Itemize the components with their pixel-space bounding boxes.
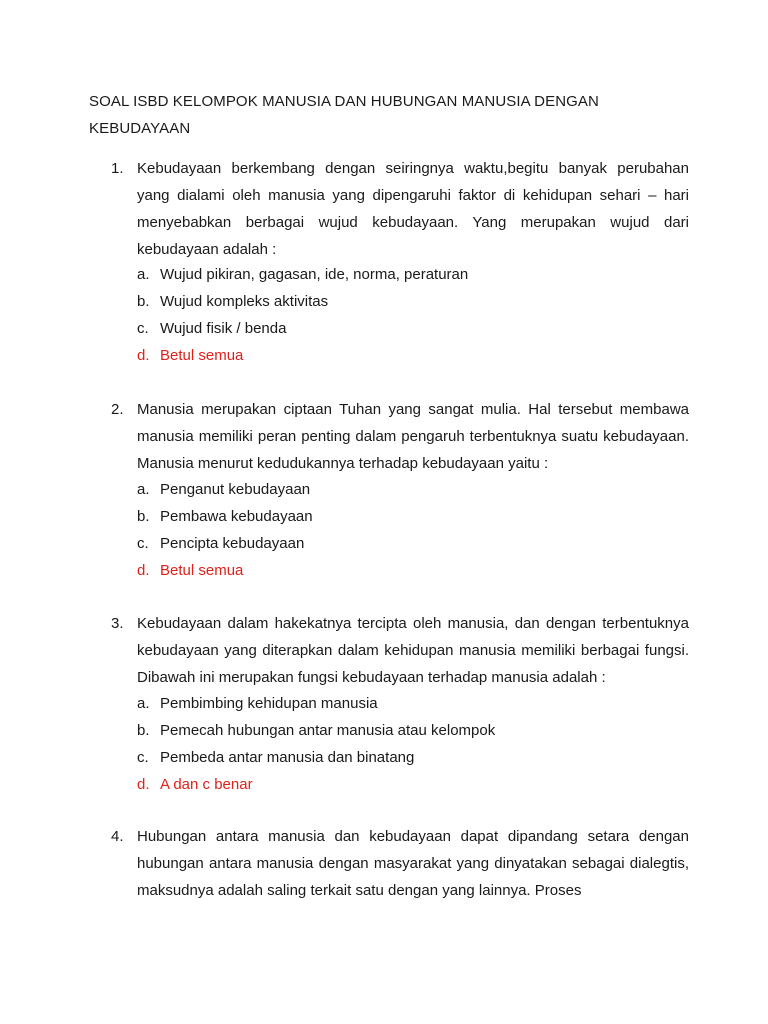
question-4: [111, 823, 689, 913]
question-text: Kebudayaan dalam hakekatnya tercipta oleh manusia, dan dengan terbentuknya kebudayaan yang diterapkan dalam kehidupan manusia memiliki berbagai fungsi. Dibawah ini merupakan fungsi kebudayaan terhadap manusia adalah :: [137, 615, 689, 686]
option-letter: c.: [137, 320, 149, 337]
question-3: [111, 610, 689, 810]
option-letter: d.: [137, 347, 150, 364]
option-text: Pembimbing kehidupan manusia: [160, 695, 378, 712]
option-c: [137, 315, 286, 342]
question-2: [111, 396, 689, 596]
question-number: 1.: [111, 160, 124, 177]
option-text: Betul semua: [160, 562, 244, 579]
question-number: 3.: [111, 615, 124, 632]
option-c: [137, 530, 304, 557]
option-d-correct-answer: [137, 342, 243, 369]
option-letter: d.: [137, 562, 150, 579]
option-c: [137, 744, 414, 771]
option-d-correct-answer: [137, 771, 253, 798]
option-b: [137, 503, 313, 530]
option-text: Wujud pikiran, gagasan, ide, norma, peraturan: [160, 266, 469, 283]
option-text: Pemecah hubungan antar manusia atau kelompok: [160, 722, 496, 739]
document-title: SOAL ISBD KELOMPOK MANUSIA DAN HUBUNGAN MANUSIA DENGAN KEBUDAYAAN: [89, 93, 599, 137]
option-d-correct-answer: [137, 557, 243, 584]
option-text: Wujud kompleks aktivitas: [160, 293, 329, 310]
question-1: [111, 155, 689, 385]
option-text: Penganut kebudayaan: [160, 481, 311, 498]
option-letter: b.: [137, 508, 150, 525]
option-letter: a.: [137, 481, 150, 498]
question-text: Manusia merupakan ciptaan Tuhan yang sangat mulia. Hal tersebut membawa manusia memiliki peran penting dalam pengaruh terbentuknya suatu kebudayaan. Manusia menurut kedudukannya terhadap kebudayaan yaitu :: [137, 401, 689, 472]
question-text: Hubungan antara manusia dan kebudayaan dapat dipandang setara dengan hubungan antara manusia dengan masyarakat yang dinyatakan sebagai dialegtis, maksudnya adalah saling terkait satu dengan yang lainnya. Proses: [137, 828, 689, 899]
option-letter: b.: [137, 722, 150, 739]
option-a: [137, 690, 378, 717]
option-letter: c.: [137, 535, 149, 552]
option-text: Wujud fisik / benda: [160, 320, 287, 337]
option-letter: a.: [137, 266, 150, 283]
option-b: [137, 288, 328, 315]
option-text: Betul semua: [160, 347, 244, 364]
option-text: A dan c benar: [160, 776, 253, 793]
option-letter: b.: [137, 293, 150, 310]
option-b: [137, 717, 495, 744]
question-number: 4.: [111, 828, 124, 845]
question-text: Kebudayaan berkembang dengan seiringnya waktu,begitu banyak perubahan yang dialami oleh manusia yang dipengaruhi faktor di kehidupan sehari – hari menyebabkan berbagai wujud kebudayaan. Yang merupakan wujud dari kebudayaan adalah :: [137, 160, 689, 258]
option-text: Pembawa kebudayaan: [160, 508, 313, 525]
option-letter: c.: [137, 749, 149, 766]
option-text: Pembeda antar manusia dan binatang: [160, 749, 415, 766]
option-a: [137, 261, 468, 288]
option-letter: d.: [137, 776, 150, 793]
option-letter: a.: [137, 695, 150, 712]
option-a: [137, 476, 310, 503]
question-number: 2.: [111, 401, 124, 418]
option-text: Pencipta kebudayaan: [160, 535, 305, 552]
